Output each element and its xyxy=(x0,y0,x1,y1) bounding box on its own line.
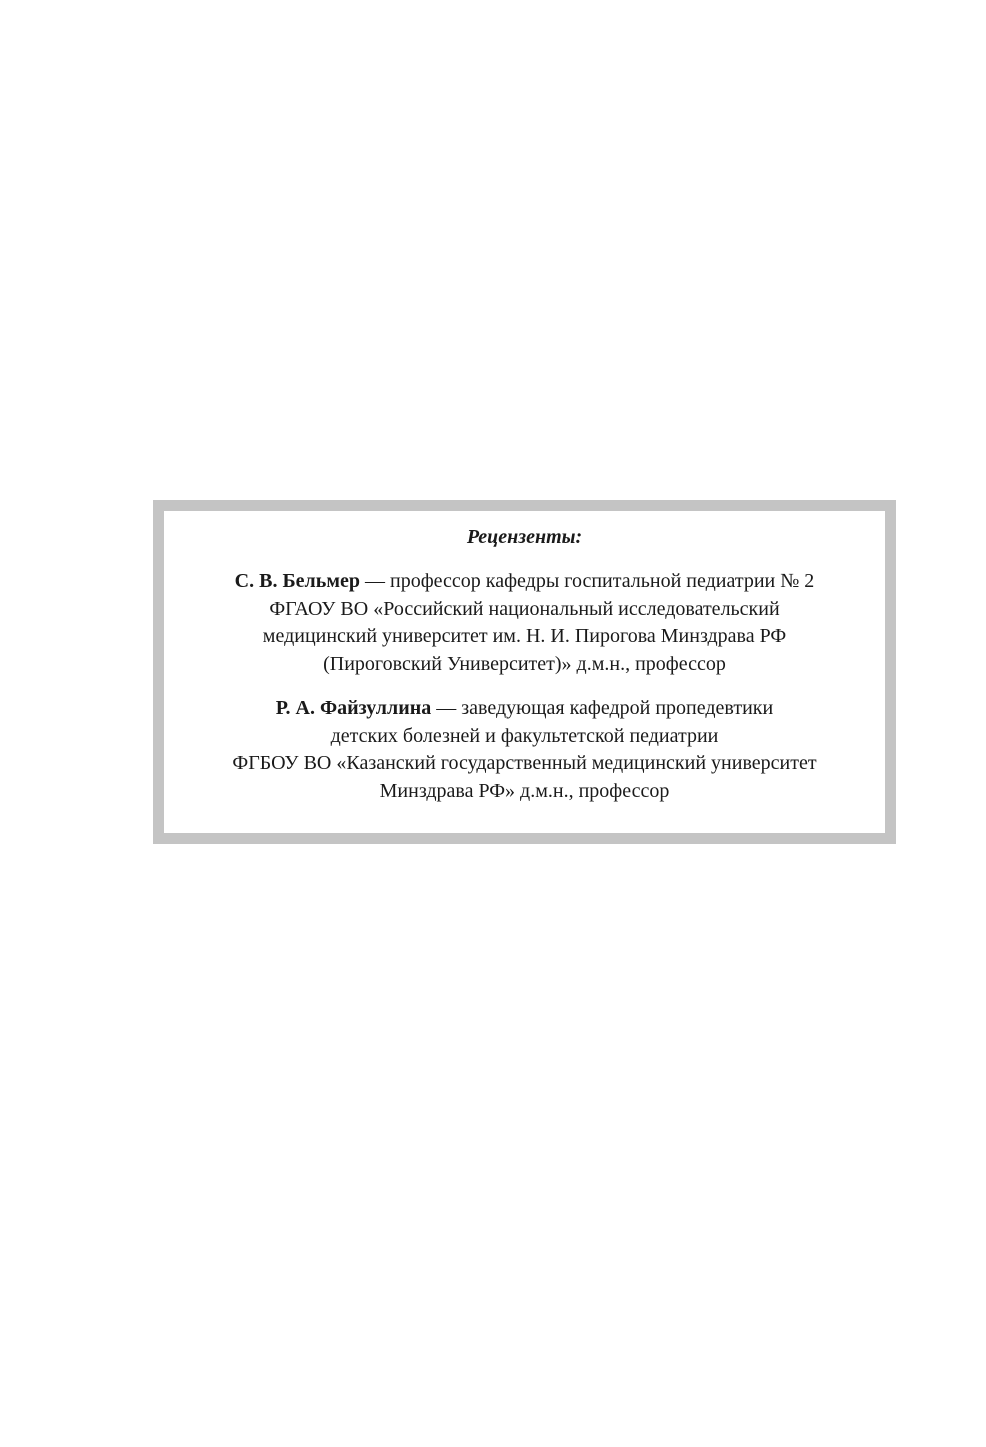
reviewer-entry xyxy=(164,568,885,678)
reviewers-box xyxy=(153,500,896,844)
reviewer-entry xyxy=(164,695,885,805)
reviewer-text-line: Минздрава РФ» д.м.н., профессор xyxy=(379,779,670,802)
reviewer-text-line: (Пироговский Университет)» д.м.н., профессор xyxy=(323,652,726,675)
reviewer-text-line: профессор кафедры госпитальной педиатрии № 2 xyxy=(389,570,815,592)
reviewer-text-line: заведующая кафедрой пропедевтики xyxy=(461,697,774,719)
reviewer-name: С. В. Бельмер xyxy=(234,570,360,592)
reviewer-text-line: медицинский университет им. Н. И. Пирогова Минздрава РФ xyxy=(262,625,787,647)
reviewer-text-line: ФГБОУ ВО «Казанский государственный медицинский университет xyxy=(232,752,817,774)
reviewer-text-line: ФГАОУ ВО «Российский национальный исследовательский xyxy=(269,597,780,620)
reviewer-first-line xyxy=(164,695,885,723)
reviewer-text-line: детских болезней и факультетской педиатрии xyxy=(330,724,719,747)
reviewer-dash: — xyxy=(431,697,462,719)
reviewer-first-line xyxy=(164,568,885,596)
reviewer-name: Р. А. Файзуллина xyxy=(275,697,432,719)
reviewer-dash: — xyxy=(359,570,390,592)
reviewers-title: Рецензенты: xyxy=(466,526,583,548)
